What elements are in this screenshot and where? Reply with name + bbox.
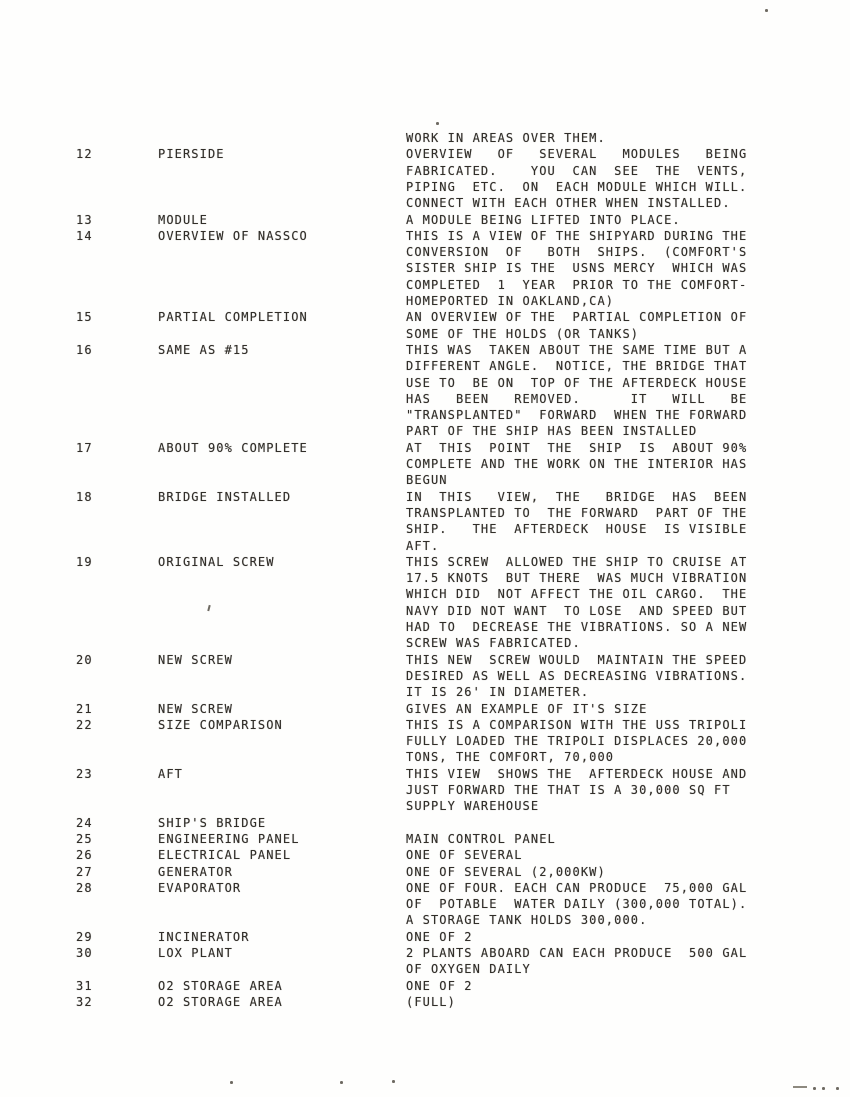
item-description-line: SHIP. THE AFTERDECK HOUSE IS VISIBLE bbox=[406, 522, 748, 537]
item-title: O2 STORAGE AREA bbox=[158, 978, 283, 993]
doc-line bbox=[0, 702, 850, 719]
doc-line bbox=[0, 571, 850, 588]
doc-line bbox=[0, 799, 850, 816]
item-description-line: AFT. bbox=[406, 538, 440, 553]
item-title: NEW SCREW bbox=[158, 652, 233, 667]
doc-line bbox=[0, 424, 850, 441]
doc-line bbox=[0, 327, 850, 344]
item-description-line: DIFFERENT ANGLE. NOTICE, THE BRIDGE THAT bbox=[406, 359, 748, 374]
item-description-line: HAS BEEN REMOVED. IT WILL BE bbox=[406, 391, 748, 406]
item-description-line: COMPLETE AND THE WORK ON THE INTERIOR HAS bbox=[406, 457, 748, 471]
item-number: 24 bbox=[76, 815, 93, 830]
item-description-line: A MODULE BEING LIFTED INTO PLACE. bbox=[406, 212, 681, 227]
doc-line bbox=[0, 196, 850, 213]
item-description-line: HAD TO DECREASE THE VIBRATIONS. SO A NEW bbox=[406, 620, 748, 634]
item-number: 22 bbox=[76, 717, 93, 732]
item-description-line: SUPPLY WAREHOUSE bbox=[406, 799, 540, 814]
item-description-line: AN OVERVIEW OF THE PARTIAL COMPLETION OF bbox=[406, 310, 748, 325]
doc-line bbox=[0, 946, 850, 963]
doc-line bbox=[0, 213, 850, 230]
item-description-line: BEGUN bbox=[406, 473, 448, 488]
item-description-line: ONE OF 2 bbox=[406, 929, 473, 944]
item-description-line: SOME OF THE HOLDS (OR TANKS) bbox=[406, 326, 640, 341]
item-description-line: ONE OF SEVERAL (2,000KW) bbox=[406, 864, 606, 879]
item-description-line: MAIN CONTROL PANEL bbox=[406, 831, 556, 846]
scan-speck bbox=[813, 1087, 816, 1090]
item-description-line: OVERVIEW OF SEVERAL MODULES BEING bbox=[406, 147, 748, 162]
item-title: OVERVIEW OF NASSCO bbox=[158, 228, 308, 243]
item-description-line: USE TO BE ON TOP OF THE AFTERDECK HOUSE bbox=[406, 375, 748, 390]
scan-speck bbox=[340, 1081, 343, 1084]
item-description-line: PIPING ETC. ON EACH MODULE WHICH WILL. bbox=[406, 179, 748, 194]
doc-line bbox=[0, 816, 850, 833]
item-description-line: WHICH DID NOT AFFECT THE OIL CARGO. THE bbox=[406, 587, 748, 602]
doc-line bbox=[0, 881, 850, 898]
scan-speck bbox=[436, 122, 439, 125]
item-title: PARTIAL COMPLETION bbox=[158, 310, 308, 325]
item-description-line: SCREW WAS FABRICATED. bbox=[406, 636, 581, 651]
doc-line bbox=[0, 897, 850, 914]
item-description-line: THIS WAS TAKEN ABOUT THE SAME TIME BUT A bbox=[406, 342, 748, 357]
item-description-line: OF POTABLE WATER DAILY (300,000 TOTAL). bbox=[406, 897, 748, 912]
doc-line bbox=[0, 685, 850, 702]
doc-line bbox=[0, 310, 850, 327]
doc-line bbox=[0, 343, 850, 360]
item-title: INCINERATOR bbox=[158, 929, 250, 944]
item-title: BRIDGE INSTALLED bbox=[158, 489, 292, 504]
item-number: 21 bbox=[76, 701, 93, 716]
item-description-line: ONE OF 2 bbox=[406, 978, 473, 993]
doc-line bbox=[0, 555, 850, 572]
scan-speck bbox=[836, 1087, 839, 1090]
doc-line bbox=[0, 734, 850, 751]
item-description-line: IN THIS VIEW, THE BRIDGE HAS BEEN bbox=[406, 489, 748, 504]
item-title: ORIGINAL SCREW bbox=[158, 554, 275, 569]
doc-line bbox=[0, 473, 850, 490]
item-description-line: (FULL) bbox=[406, 994, 456, 1009]
item-number: 14 bbox=[76, 228, 93, 243]
doc-line bbox=[0, 962, 850, 979]
item-title: AFT bbox=[158, 766, 183, 781]
doc-line bbox=[0, 506, 850, 523]
item-description-line: DESIRED AS WELL AS DECREASING VIBRATIONS. bbox=[406, 668, 748, 683]
doc-line bbox=[0, 604, 850, 621]
item-description-line: ONE OF FOUR. EACH CAN PRODUCE 75,000 GAL bbox=[406, 880, 748, 895]
item-description-line: A STORAGE TANK HOLDS 300,000. bbox=[406, 913, 648, 928]
item-description-line: CONNECT WITH EACH OTHER WHEN INSTALLED. bbox=[406, 196, 731, 211]
doc-line bbox=[0, 832, 850, 849]
item-number: 28 bbox=[76, 880, 93, 895]
item-description-line: FABRICATED. YOU CAN SEE THE VENTS, bbox=[406, 163, 748, 178]
item-title: SAME AS #15 bbox=[158, 342, 250, 357]
item-number: 27 bbox=[76, 864, 93, 879]
item-title: GENERATOR bbox=[158, 864, 233, 879]
item-description-line: 2 PLANTS ABOARD CAN EACH PRODUCE 500 GAL bbox=[406, 946, 748, 960]
doc-line bbox=[0, 457, 850, 474]
doc-line bbox=[0, 441, 850, 458]
item-description-line: SISTER SHIP IS THE USNS MERCY WHICH WAS bbox=[406, 261, 748, 276]
item-number: 23 bbox=[76, 766, 93, 781]
doc-line bbox=[0, 147, 850, 164]
scan-speck bbox=[230, 1081, 233, 1084]
item-description-line: THIS VIEW SHOWS THE AFTERDECK HOUSE AND bbox=[406, 766, 748, 781]
item-description-line: TRANSPLANTED TO THE FORWARD PART OF THE bbox=[406, 505, 748, 520]
item-title: EVAPORATOR bbox=[158, 880, 242, 895]
doc-line bbox=[0, 865, 850, 882]
item-description-line: IT IS 26' IN DIAMETER. bbox=[406, 685, 590, 700]
item-description-line: COMPLETED 1 YEAR PRIOR TO THE COMFORT- bbox=[406, 277, 748, 292]
doc-line bbox=[0, 620, 850, 637]
item-description-line: THIS IS A VIEW OF THE SHIPYARD DURING THE bbox=[406, 228, 748, 243]
item-number: 12 bbox=[76, 147, 93, 162]
scan-speck bbox=[765, 9, 768, 12]
doc-line bbox=[0, 294, 850, 311]
item-description-line: WORK IN AREAS OVER THEM. bbox=[406, 131, 606, 145]
item-title: SIZE COMPARISON bbox=[158, 717, 283, 732]
item-description-line: HOMEPORTED IN OAKLAND,CA) bbox=[406, 294, 615, 308]
item-number: 13 bbox=[76, 212, 93, 227]
item-title: MODULE bbox=[158, 212, 208, 227]
item-number: 32 bbox=[76, 994, 93, 1009]
doc-line bbox=[0, 636, 850, 653]
item-number: 16 bbox=[76, 342, 93, 357]
doc-line bbox=[0, 522, 850, 539]
item-title: PIERSIDE bbox=[158, 147, 225, 162]
doc-line bbox=[0, 848, 850, 865]
doc-line bbox=[0, 131, 850, 148]
item-number: 26 bbox=[76, 848, 93, 863]
doc-line bbox=[0, 490, 850, 507]
item-description-line: TONS, THE COMFORT, 70,000 bbox=[406, 750, 615, 765]
item-description-line: "TRANSPLANTED" FORWARD WHEN THE FORWARD bbox=[406, 408, 748, 423]
doc-line bbox=[0, 783, 850, 800]
item-title: NEW SCREW bbox=[158, 701, 233, 716]
doc-line bbox=[0, 718, 850, 735]
item-description-line: THIS SCREW ALLOWED THE SHIP TO CRUISE AT bbox=[406, 554, 748, 569]
item-description-line: AT THIS POINT THE SHIP IS ABOUT 90% bbox=[406, 440, 748, 455]
doc-line bbox=[0, 669, 850, 686]
item-description-line: GIVES AN EXAMPLE OF IT'S SIZE bbox=[406, 701, 648, 716]
doc-line bbox=[0, 653, 850, 670]
doc-line bbox=[0, 979, 850, 996]
doc-line bbox=[0, 930, 850, 947]
scan-speck bbox=[793, 1086, 807, 1088]
item-description-line: FULLY LOADED THE TRIPOLI DISPLACES 20,000 bbox=[406, 734, 748, 749]
item-number: 17 bbox=[76, 440, 93, 455]
item-description-line: THIS NEW SCREW WOULD MAINTAIN THE SPEED bbox=[406, 652, 748, 667]
doc-line bbox=[0, 995, 850, 1012]
item-title: O2 STORAGE AREA bbox=[158, 994, 283, 1009]
item-title: LOX PLANT bbox=[158, 946, 233, 960]
doc-line bbox=[0, 750, 850, 767]
doc-line bbox=[0, 408, 850, 425]
item-number: 25 bbox=[76, 831, 93, 846]
item-number: 31 bbox=[76, 978, 93, 993]
doc-line bbox=[0, 376, 850, 393]
doc-line bbox=[0, 587, 850, 604]
item-description-line: 17.5 KNOTS BUT THERE WAS MUCH VIBRATION bbox=[406, 571, 748, 586]
doc-line bbox=[0, 913, 850, 930]
doc-line bbox=[0, 392, 850, 409]
doc-line bbox=[0, 261, 850, 278]
doc-line bbox=[0, 539, 850, 556]
doc-line bbox=[0, 245, 850, 262]
doc-line bbox=[0, 767, 850, 784]
item-number: 30 bbox=[76, 946, 93, 960]
doc-line bbox=[0, 229, 850, 246]
item-description-line: JUST FORWARD THE THAT IS A 30,000 SQ FT bbox=[406, 783, 731, 797]
doc-line bbox=[0, 278, 850, 295]
item-title: ENGINEERING PANEL bbox=[158, 831, 300, 846]
scan-speck bbox=[392, 1080, 395, 1083]
item-title: SHIP'S BRIDGE bbox=[158, 815, 267, 830]
item-description-line: THIS IS A COMPARISON WITH THE USS TRIPOLI bbox=[406, 717, 748, 732]
doc-line bbox=[0, 180, 850, 197]
item-number: 29 bbox=[76, 929, 93, 944]
doc-line bbox=[0, 359, 850, 376]
scan-speck bbox=[822, 1087, 825, 1090]
doc-line bbox=[0, 164, 850, 181]
item-title: ABOUT 90% COMPLETE bbox=[158, 440, 308, 455]
item-description-line: PART OF THE SHIP HAS BEEN INSTALLED bbox=[406, 424, 698, 439]
item-number: 19 bbox=[76, 554, 93, 569]
item-description-line: OF OXYGEN DAILY bbox=[406, 962, 531, 977]
item-title: ELECTRICAL PANEL bbox=[158, 848, 292, 863]
item-description-line: CONVERSION OF BOTH SHIPS. (COMFORT'S bbox=[406, 245, 748, 260]
item-number: 18 bbox=[76, 489, 93, 504]
item-description-line: ONE OF SEVERAL bbox=[406, 848, 523, 863]
item-number: 15 bbox=[76, 310, 93, 325]
item-description-line: NAVY DID NOT WANT TO LOSE AND SPEED BUT bbox=[406, 603, 748, 618]
item-number: 20 bbox=[76, 652, 93, 667]
